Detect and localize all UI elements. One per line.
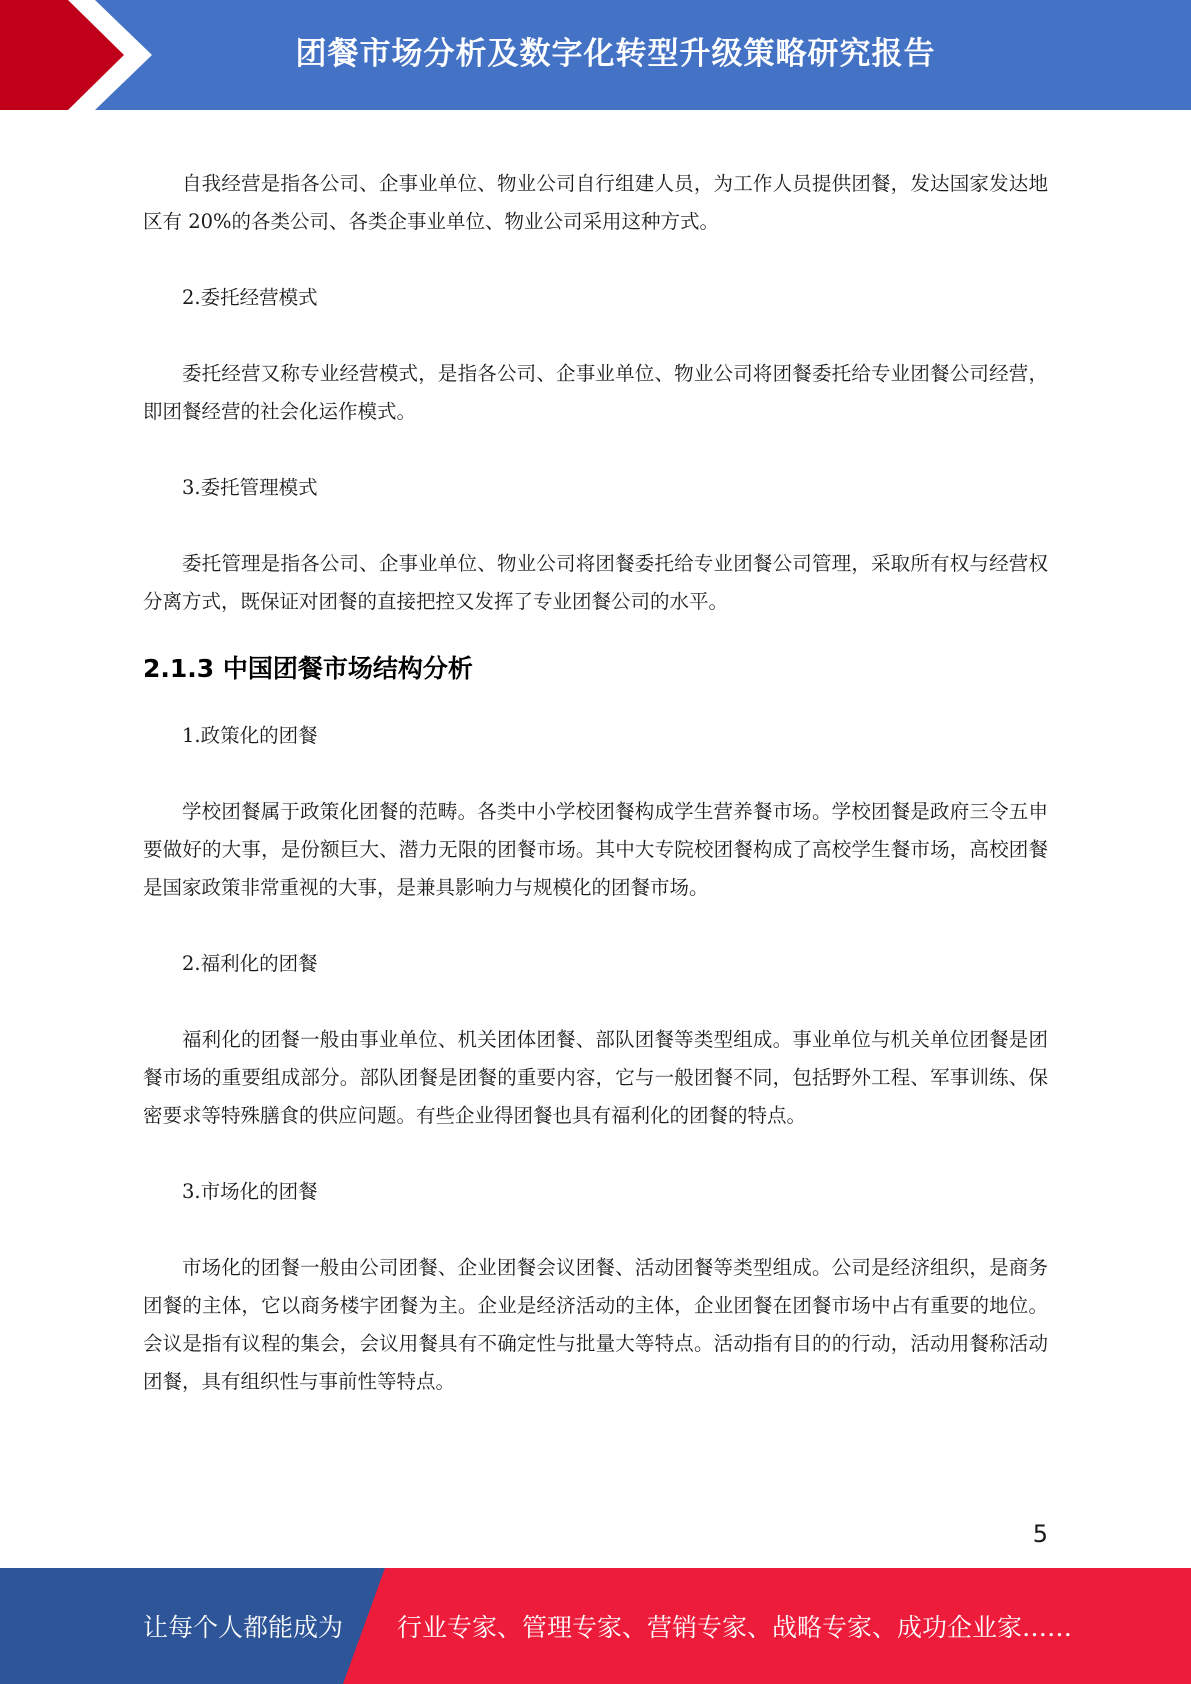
paragraph-entrusted-management: 委托管理是指各公司、企事业单位、物业公司将团餐委托给专业团餐公司管理，采取所有权与经营权分离方式，既保证对团餐的直接把控又发挥了专业团餐公司的水平。 — [143, 552, 1048, 613]
page-body — [143, 165, 1048, 1401]
footer-slogan-left: 让每个人都能成为 — [143, 1613, 344, 1642]
paragraph-welfare-catering: 福利化的团餐一般由事业单位、机关团体团餐、部队团餐等类型组成。事业单位与机关单位团餐是团餐市场的重要组成部分。部队团餐是团餐的重要内容，它与一般团餐不同，包括野外工程、军事训练、保密要求等特殊膳食的供应问题。有些企业得团餐也具有福利化的团餐的特点。 — [143, 1028, 1048, 1127]
subheading-entrusted-management: 3.委托管理模式 — [182, 476, 318, 499]
page-header — [0, 0, 1191, 110]
section-heading: 2.1.3 中国团餐市场结构分析 — [143, 654, 473, 683]
paragraph-self-operation: 自我经营是指各公司、企事业单位、物业公司自行组建人员，为工作人员提供团餐，发达国家发达地区有 20%的各类公司、各类企事业单位、物业公司采用这种方式。 — [143, 172, 1048, 233]
footer-slogan-right: 行业专家、管理专家、营销专家、战略专家、成功企业家…… — [397, 1613, 1073, 1642]
subheading-policy-catering: 1.政策化的团餐 — [182, 724, 318, 747]
subheading-entrusted-operation: 2.委托经营模式 — [182, 286, 318, 309]
paragraph-policy-catering: 学校团餐属于政策化团餐的范畴。各类中小学校团餐构成学生营养餐市场。学校团餐是政府三令五申要做好的大事，是份额巨大、潜力无限的团餐市场。其中大专院校团餐构成了高校学生餐市场，高校团餐是国家政策非常重视的大事，是兼具影响力与规模化的团餐市场。 — [143, 800, 1048, 899]
subheading-market-catering: 3.市场化的团餐 — [182, 1180, 318, 1203]
page-number: 5 — [1032, 1520, 1048, 1548]
paragraph-market-catering: 市场化的团餐一般由公司团餐、企业团餐会议团餐、活动团餐等类型组成。公司是经济组织，是商务团餐的主体，它以商务楼宇团餐为主。企业是经济活动的主体，企业团餐在团餐市场中占有重要的地位。会议是指有议程的集会，会议用餐具有不确定性与批量大等特点。活动指有目的的行动，活动用餐称活动团餐，具有组织性与事前性等特点。 — [143, 1256, 1048, 1393]
paragraph-entrusted-operation: 委托经营又称专业经营模式，是指各公司、企事业单位、物业公司将团餐委托给专业团餐公司经营，即团餐经营的社会化运作模式。 — [143, 362, 1048, 423]
subheading-welfare-catering: 2.福利化的团餐 — [182, 952, 318, 975]
report-title: 团餐市场分析及数字化转型升级策略研究报告 — [295, 35, 936, 72]
page-footer — [0, 1568, 1191, 1684]
